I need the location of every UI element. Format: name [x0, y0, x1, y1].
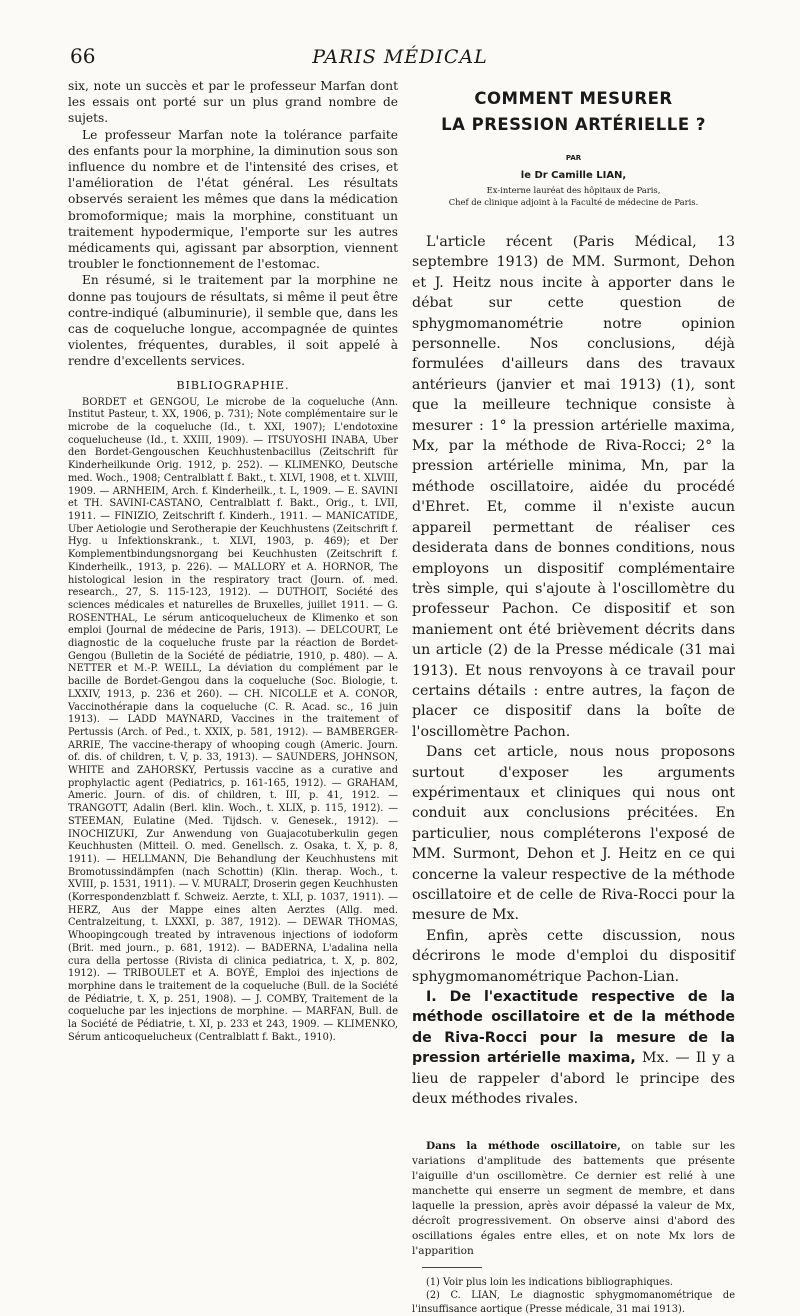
summary-paragraph: En résumé, si le traitement par la morphine ne donne pas toujours de résultats, si même il peut être contre-indiqué (albuminurie), il semble que, dans les cas de coqueluche longue, accompagnée de quintes violentes, fréquentes, durables, il soit appelé à rendre d'excellents services.: [68, 273, 398, 369]
bibliography-title: BIBLIOGRAPHIE.: [176, 378, 290, 392]
plan-paragraph: Enfin, après cette discussion, nous décrirons le mode d'emploi du dispositif sphygmomanométrique Pachon-Lian.: [412, 927, 735, 985]
article-body: [412, 232, 735, 1316]
byline-par: PAR: [565, 154, 582, 162]
method-text: on table sur les variations d'amplitude des battements que présente l'aiguille d'un oscillomètre. Ce dernier est relié à une manchette qui enserre un segment de membre, et dans laquelle la pression, après avoir dépassé la valeur de Mx, décroît progressivement. On observe ainsi d'abord des oscillations égales entre elles, et on note Mx lors de l'apparition: [412, 1140, 736, 1257]
article-title: [412, 86, 735, 138]
page-header: [70, 44, 730, 74]
intro-paragraph: L'article récent (Paris Médical, 13 septembre 1913) de MM. Surmont, Dehon et J. Heitz nous incite à apporter dans le débat sur cette question de sphygmomanométrie notre opinion personnelle. Nos conclusions, déjà formulées d'ailleurs dans des travaux antérieurs (janvier et mai 1913) (1), sont que la meilleure technique consiste à mesurer : 1° la pression artérielle maxima, Mx, par la méthode de Riva-Rocci; 2° la pression artérielle minima, Mn, par la méthode oscillatoire, aidée du procédé d'Ehret. Et, comme il n'existe aucun appareil permettant de réaliser ces desiderata dans de bonnes conditions, nous employons un dispositif complémentaire très simple, qui s'ajoute à l'oscillomètre du professeur Pachon. Ce dispositif et son maniement ont été brièvement décrits dans un article (2) de la Presse médicale (31 mai 1913). Et nous renvoyons à ce travail pour certains détails : entre autres, la façon de placer ce dispositif dans la boîte de l'oscillomètre Pachon.: [412, 234, 735, 740]
author-affiliation-1: Ex-interne lauréat des hôpitaux de Paris,: [486, 185, 661, 195]
purpose-paragraph: Dans cet article, nous nous proposons surtout d'exposer les arguments expérimentaux et cliniques qui nous ont conduit aux conclusions précitées. En particulier, nous compléterons l'exposé de MM. Surmont, Dehon et J. Heitz en ce qui concerne la valeur respective de la méthode oscillatoire et de celle de Riva-Rocci pour la mesure de Mx.: [412, 744, 735, 924]
section-heading: I. De l'exactitude respective de la méthode oscillatoire et de la méthode de Riva-Rocci pour la mesure de la pression artérielle maxima,: [412, 989, 735, 1067]
method-paragraph: [412, 1139, 735, 1258]
right-column: [412, 78, 735, 1316]
author-name: le Dr Camille LIAN,: [520, 170, 627, 181]
body-paragraph: Le professeur Marfan note la tolérance parfaite des enfants pour la morphine, la diminution sous son influence du nombre et de l'intensité des crises, et l'amélioration de l'état général. Les résultats observés seraient les mêmes que dans la médication bromoformique; mais la morphine, constituant un traitement hypodermique, l'emporte sur les autres médicaments qui, agissant par absorption, viennent troubler le fonctionnement de l'estomac.: [68, 127, 398, 272]
continued-paragraph: six, note un succès et par le professeur Marfan dont les essais ont porté sur un plus grand nombre de sujets.: [68, 79, 398, 126]
section-text: Mx. — Il y a lieu de rappeler d'abord le principe des deux méthodes rivales.: [412, 1050, 736, 1108]
title-line-1: COMMENT MESURER: [474, 89, 673, 108]
title-line-2: LA PRESSION ARTÉRIELLE ?: [441, 115, 706, 134]
author-affiliation-2: Chef de clinique adjoint à la Faculté de médecine de Paris.: [448, 197, 699, 207]
footnote-2: (2) C. LIAN, Le diagnostic sphygmomanométrique de l'insuffisance aortique (Presse médicale, 31 mai 1913).: [412, 1290, 735, 1315]
bibliography-text: BORDET et GENGOU, Le microbe de la coqueluche (Ann. Institut Pasteur, t. XX, 1906, p. 731); Note complémentaire sur le microbe de la coqueluche (Id., t. XXI, 1907); L'endotoxine coquelucheuse (Id., t. XXIII, 1909). — ITSUYOSHI INABA, Uber den Bordet-Gengouschen Keuchhustenbacillus (Zeitschrift für Kinderheilkunde Orig. 1912, p. 252). — KLIMENKO, Deutsche med. Woch., 1908; Centralblatt f. Bakt., t. XLVI, 1908, et t. XLVIII, 1909. — ARNHEIM, Arch. f. Kinderheilk., t. L, 1909. — E. SAVINI et TH. SAVINI-CASTANO, Centralblatt f. Bakt., Orig., t. LVII, 1911. — FINIZIO, Zeitschrift f. Kinderh., 1911. — MANICATIDE, Uber Aetiologie und Serotherapie der Keuchhustens (Zeitschrift f. Hyg. u Infektionskrank., t. XLVI, 1903, p. 469); et Der Komplementbindungsnorgang bei Keuchhusten (Zeitschrift f. Kinderheilk., 1913, p. 226). — MALLORY et A. HORNOR, The histological lesion in the respiratory tract (Journ. of. med. research., 27, S. 115-123, 1912). — DUTHOIT, Société des sciences médicales et naturelles de Bruxelles, juillet 1911. — G. ROSENTHAL, Le sérum anticoquelucheux de Klimenko et son emploi (Journal de médecine de Paris, 1913). — DELCOURT, Le diagnostic de la coqueluche fruste par la réaction de Bordet-Gengou (Bulletin de la Société de pédiatrie, 1910, p. 480). — A. NETTER et M.-P. WEILL, La déviation du complément par le bacille de Bordet-Gengou dans la coqueluche (Soc. Biologie, t. LXXIV, 1913, p. 236 et 260). — CH. NICOLLE et A. CONOR, Vaccinothérapie dans la coqueluche (C. R. Acad. sc., 16 juin 1913). — LADD MAYNARD, Vaccines in the traitement of Pertussis (Arch. of Ped., t. XXIX, p. 581, 1912). — BAMBERGER-ARRIE, The vaccine-therapy of whooping cough (Americ. Journ. of. dis. of children, t. V, p. 33, 1913). — SAUNDERS, JOHNSON, WHITE and ZAHORSKY, Pertussis vaccine as a curative and prophylactic agent (Pediatrics, p. 161-165, 1912). — GRAHAM, Americ. Journ. of dis. of children, t. III, p. 41, 1912. — TRANGOTT, Adalin (Berl. klin. Woch., t. XLIX, p. 115, 1912). — STEEMAN, Eulatine (Med. Tijdsch. v. Genesek., 1912). — INOCHIZUKI, Zur Anwendung von Guajacotuberkulin gegen Keuchhusten (Mitteil. O. med. Genellsch. z. Osaka, t. X, p. 8, 1911). — HELLMANN, Die Behandlung der Keuchhustens mit Bromotussindämpfen (nach Schottin) (Klin. therap. Woch., t. XVIII, p. 1531, 1911). — V. MURALT, Droserin gegen Keuchhusten (Korrespondenzblatt f. Schweiz. Aerzte, t. XLI, p. 1037, 1911). — HERZ, Aus der Mappe eines alten Aerztes (Allg. med. Centralzeitung, t. LXXXI, p. 387, 1912). — DEWAR THOMAS, Whoopingcough treated by intravenous injections of iodoform (Brit. med journ., p. 681, 1912). — BADERNA, L'adalina nella cura della pertosse (Rivista di clinica pediatrica, t. X, p. 802, 1912). — TRIBOULET et A. BOYÉ, Emploi des injections de morphine dans le traitement de la coqueluche (Bull. de la Société de Pédiatrie, t. X, p. 251, 1908). — J. COMBY, Traitement de la coqueluche par les injections de morphine. — MARFAN, Bull. de la Société de Pédiatrie, t. XI, p. 233 et 243, 1909. — KLIMENKO, Sérum anticoquelucheux (Centralblatt f. Bakt., 1910).: [68, 396, 398, 1043]
section-paragraph: [412, 987, 735, 1109]
method-lead: Dans la méthode oscillatoire,: [426, 1140, 621, 1153]
left-column: [68, 78, 398, 1045]
footnote-1: (1) Voir plus loin les indications bibliographiques.: [426, 1276, 673, 1288]
running-head: PARIS MÉDICAL: [312, 46, 488, 68]
page-number: 66: [70, 44, 96, 68]
footnote-rule: [422, 1267, 482, 1268]
